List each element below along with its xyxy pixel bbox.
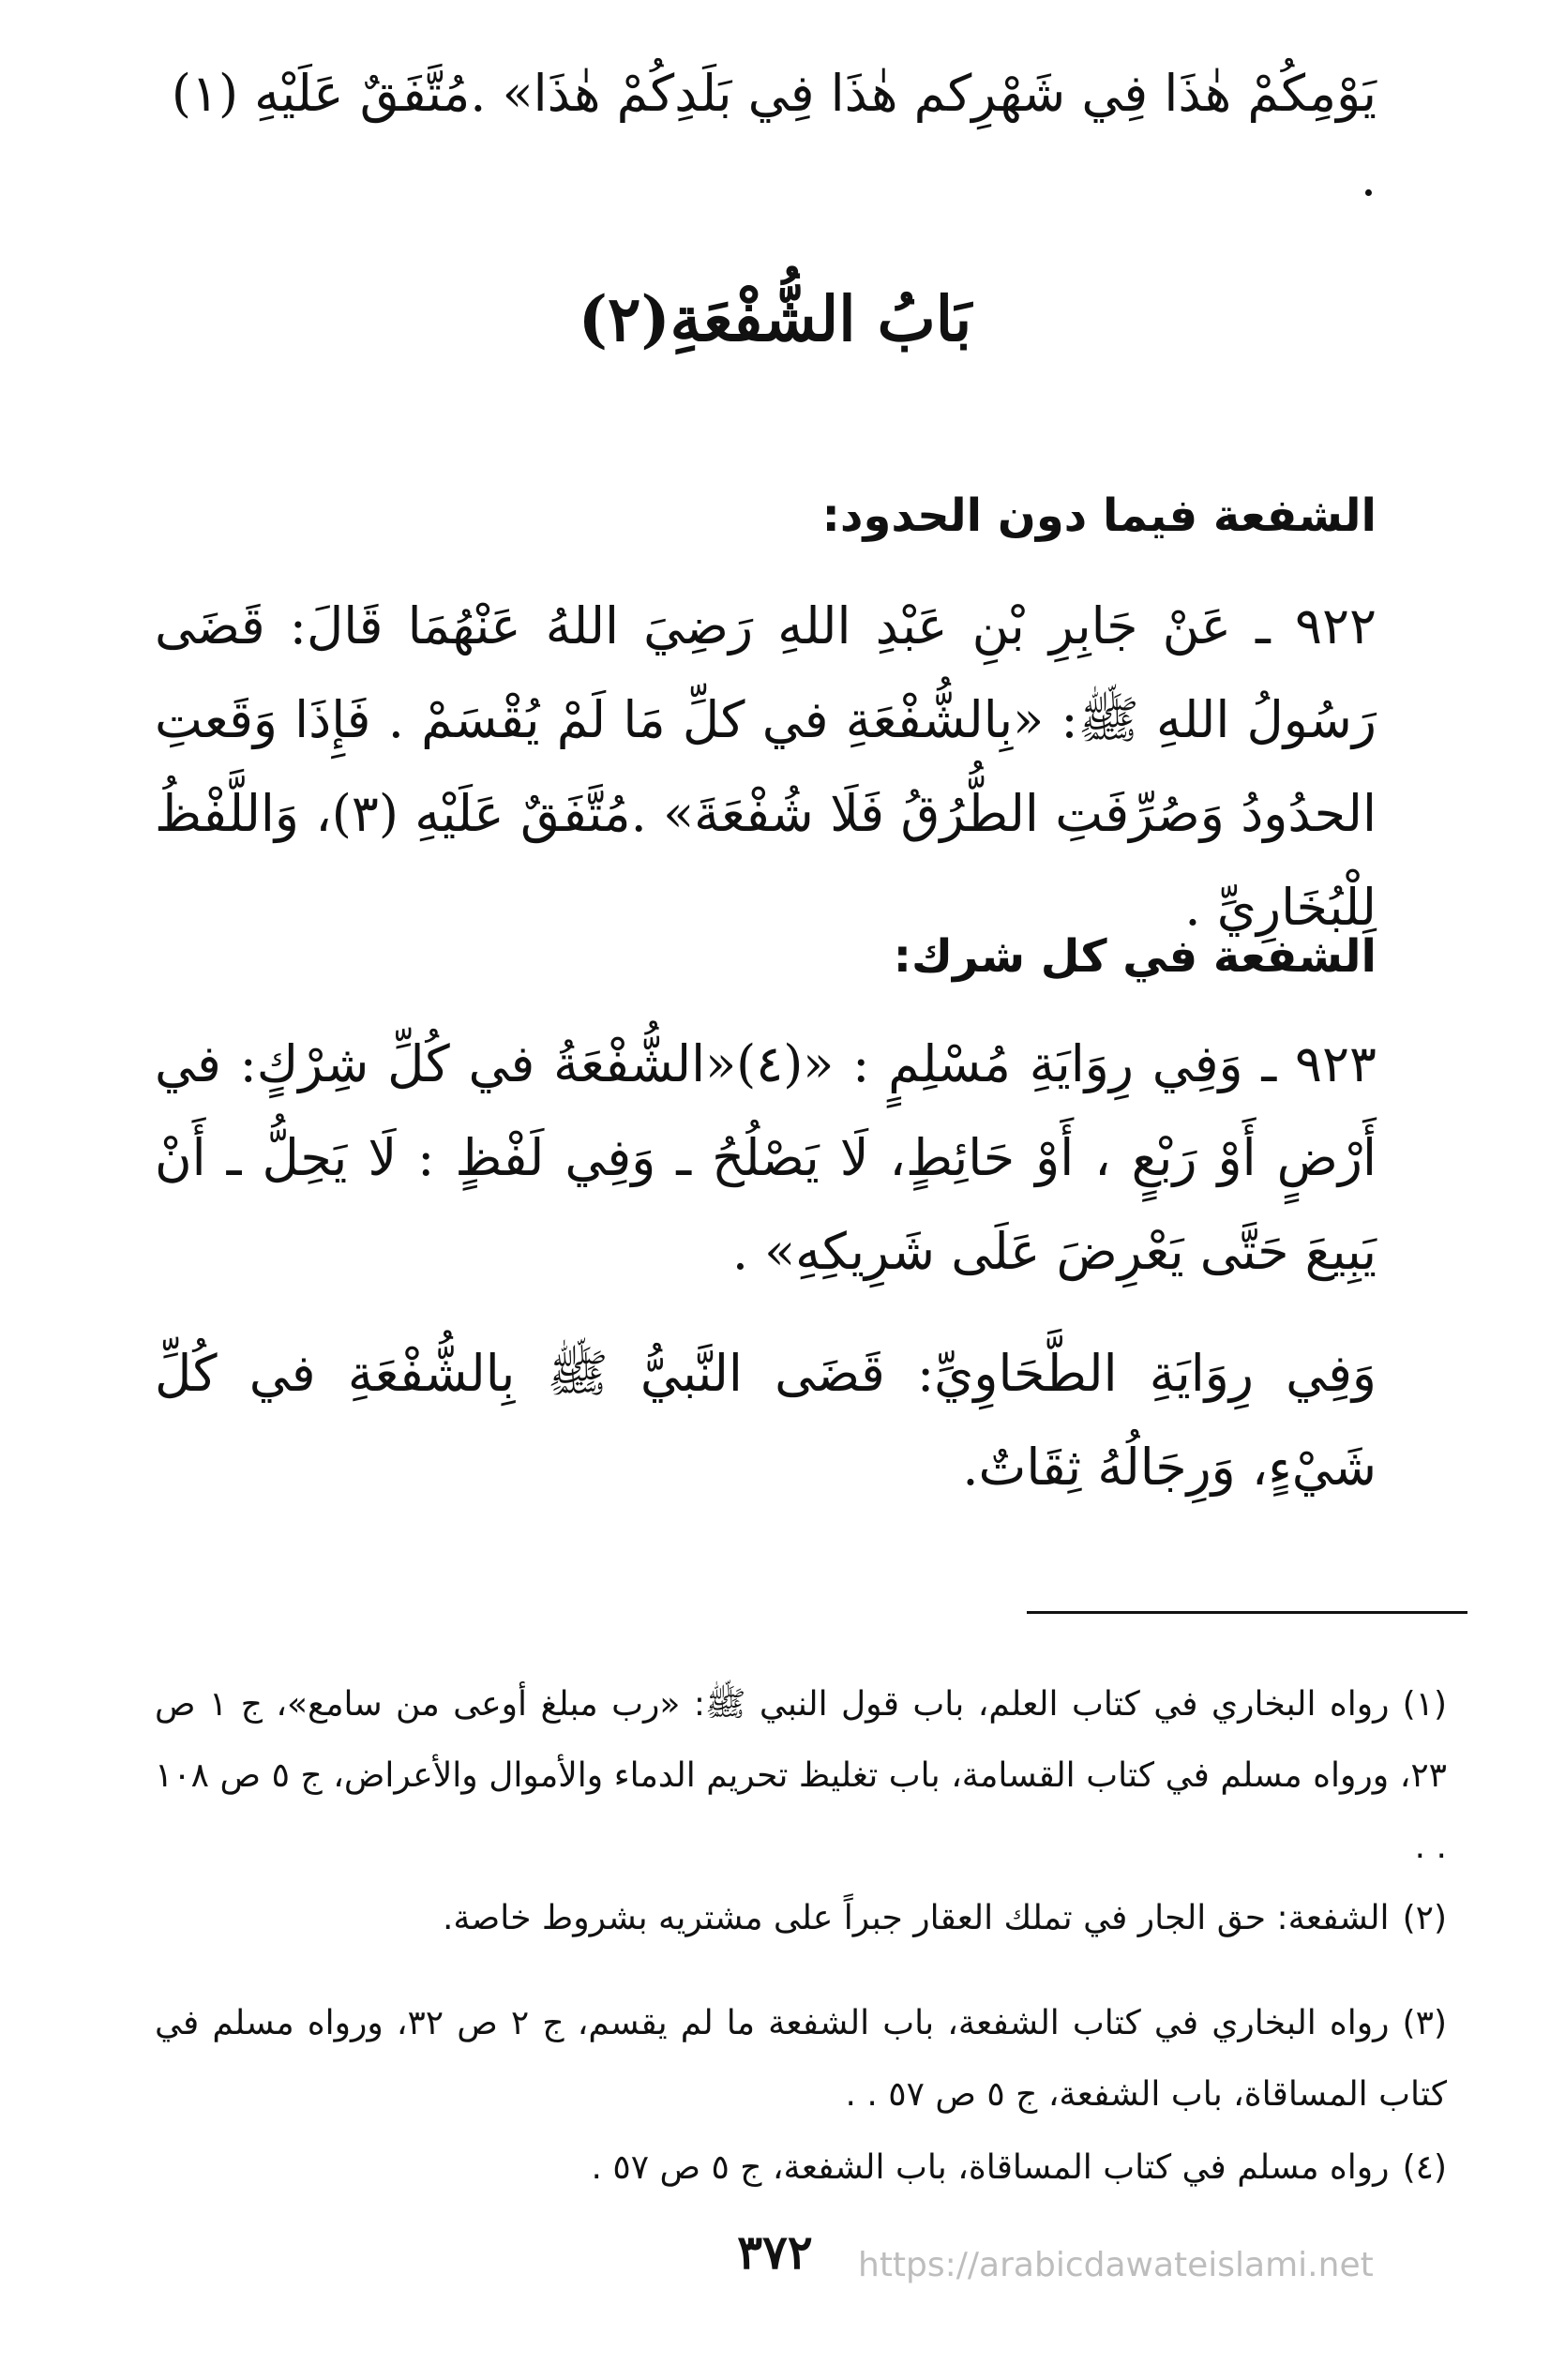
hadith-923: ٩٢٣ ـ وَفِي رِوَايَةِ مُسْلِمٍ : «(٤)«الشُّفْعَةُ في كُلِّ شِرْكٍ: في أَرْضٍ أَوْ رَبْعٍ ، أَوْ حَائِطٍ، لَا يَصْلُحُ ـ وَفِي لَفْظٍ : لَا يَحِلُّ ـ أَنْ يَبِيعَ حَتَّى يَعْرِضَ عَلَى شَرِيكِهِ» . — [155, 1034, 1377, 1281]
footnote-separator — [1027, 1611, 1467, 1614]
footnote-1 — [155, 1669, 1447, 1883]
footnote-2 — [155, 1883, 1447, 1954]
hadith-922: ٩٢٢ ـ عَنْ جَابِرِ بْنِ عَبْدِ اللهِ رَضِيَ اللهُ عَنْهُمَا قَالَ: قَضَى رَسُولُ اللهِ ﷺ: «بِالشُّفْعَةِ في كلِّ مَا لَمْ يُقْسَمْ . فَإِذَا وَقَعتِ الحدُودُ وَصُرِّفَتِ الطُّرُقُ فَلَا شُفْعَةَ» .مُتَّفَقٌ عَلَيْهِ (٣)، وَاللَّفْظُ لِلْبُخَارِيِّ . — [155, 596, 1377, 937]
footnote-number: (١) — [1402, 1685, 1447, 1724]
continuation-line: يَوْمِكُمْ هٰذَا فِي شَهْرِكم هٰذَا فِي بَلَدِكُمْ هٰذَا» .مُتَّفَقٌ عَلَيْهِ (١) . — [171, 64, 1377, 207]
footnote-3 — [155, 1988, 1447, 2131]
footnote-text: رواه البخاري في كتاب الشفعة، باب الشفعة ما لم يقسم، ج ٢ ص ٣٢، ورواه مسلم في كتاب المساقاة، باب الشفعة، ج ٥ ص ٥٧ . . — [155, 2004, 1447, 2114]
section-heading-1: الشفعة فيما دون الحدود: — [821, 490, 1377, 542]
chapter-title: بَابُ الشُّفْعَةِ(٢) — [578, 282, 972, 355]
watermark-url: https://arabicdawateislami.net — [858, 2246, 1374, 2284]
tahawi-narration: وَفِي رِوَايَةِ الطَّحَاوِيِّ: قَضَى النَّبيُّ ﷺ بِالشُّفْعَةِ في كُلِّ شَيْءٍ، وَرِجَالُهُ ثِقَاتٌ. — [155, 1344, 1377, 1497]
footnote-text: رواه البخاري في كتاب العلم، باب قول النبي ﷺ: «رب مبلغ أوعى من سامع»، ج ١ ص ٢٣، ورواه مسلم في كتاب القسامة، باب تغليظ تحريم الدماء والأموال والأعراض، ج ٥ ص ١٠٨ . . — [155, 1685, 1447, 1866]
footnote-4 — [155, 2132, 1447, 2204]
footnote-text: رواه مسلم في كتاب المساقاة، باب الشفعة، ج ٥ ص ٥٧ . — [591, 2148, 1390, 2187]
footnote-text: الشفعة: حق الجار في تملك العقار جبراً على مشتريه بشروط خاصة. — [442, 1899, 1390, 1937]
page-number: ٣٧٢ — [737, 2224, 813, 2280]
footnote-number: (٤) — [1402, 2148, 1447, 2187]
footnote-number: (٢) — [1402, 1899, 1447, 1937]
section-heading-2: الشفعة في كل شرك: — [893, 930, 1377, 983]
footnote-number: (٣) — [1402, 2004, 1447, 2042]
